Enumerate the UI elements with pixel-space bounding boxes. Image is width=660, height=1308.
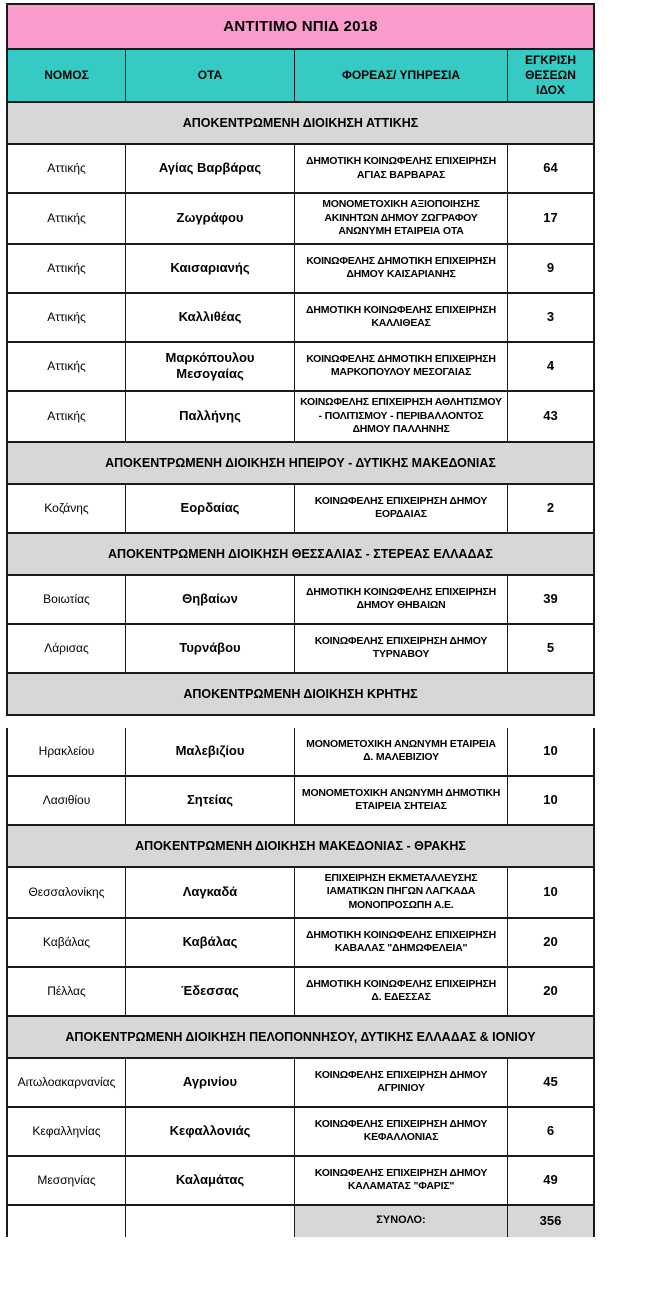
- cell-nomos: Αττικής: [8, 245, 126, 292]
- page-break-gap: [6, 716, 595, 728]
- cell-nomos: Αττικής: [8, 145, 126, 192]
- cell-foreas: ΔΗΜΟΤΙΚΗ ΚΟΙΝΩΦΕΛΗΣ ΕΠΙΧΕΙΡΗΣΗ ΚΑΒΑΛΑΣ "ΔΗΜΩΦΕΛΕΙΑ": [295, 919, 508, 966]
- cell-nomos: Ηρακλείου: [8, 728, 126, 775]
- cell-ota: Αγρινίου: [126, 1059, 295, 1106]
- table-part-1: [6, 3, 595, 716]
- cell-seats: 17: [543, 210, 558, 226]
- cell-ota: Παλλήνης: [126, 392, 295, 441]
- cell-ota: Εορδαίας: [126, 485, 295, 532]
- cell-seats: 39: [543, 591, 558, 607]
- column-header-nomos: ΝΟΜΟΣ: [8, 50, 126, 101]
- cell-foreas: ΚΟΙΝΩΦΕΛΗΣ ΔΗΜΟΤΙΚΗ ΕΠΙΧΕΙΡΗΣΗ ΜΑΡΚΟΠΟΥΛΟΥ ΜΕΣΟΓΑΙΑΣ: [295, 343, 508, 390]
- table-row: [8, 1157, 593, 1206]
- table-row: [8, 868, 593, 919]
- cell-seats: 10: [543, 792, 558, 808]
- table-title: ΑΝΤΙΤΙΜΟ ΝΠΙΔ 2018: [8, 5, 593, 50]
- cell-seats: 43: [543, 408, 558, 424]
- cell-nomos: Αττικής: [8, 294, 126, 341]
- cell-foreas: ΚΟΙΝΩΦΕΛΗΣ ΕΠΙΧΕΙΡΗΣΗ ΔΗΜΟΥ ΚΕΦΑΛΛΟΝΙΑΣ: [295, 1108, 508, 1155]
- cell-foreas: ΔΗΜΟΤΙΚΗ ΚΟΙΝΩΦΕΛΗΣ ΕΠΙΧΕΙΡΗΣΗ ΔΗΜΟΥ ΘΗΒΑΙΩΝ: [295, 576, 508, 623]
- antitimo-npid-table: [6, 3, 595, 1237]
- cell-nomos: Πέλλας: [8, 968, 126, 1015]
- cell-ota: Μαρκόπουλου Μεσογαίας: [126, 343, 295, 390]
- cell-seats: 45: [543, 1074, 558, 1090]
- cell-nomos: Θεσσαλονίκης: [8, 868, 126, 917]
- cell-seats: 9: [546, 260, 555, 276]
- cell-nomos: Καβάλας: [8, 919, 126, 966]
- cell-foreas: ΜΟΝΟΜΕΤΟΧΙΚΗ ΑΝΩΝΥΜΗ ΕΤΑΙΡΕΙΑ Δ. ΜΑΛΕΒΙΖΙΟΥ: [295, 728, 508, 775]
- total-empty-nomos-cell: [8, 1206, 126, 1237]
- cell-foreas: ΚΟΙΝΩΦΕΛΗΣ ΔΗΜΟΤΙΚΗ ΕΠΙΧΕΙΡΗΣΗ ΔΗΜΟΥ ΚΑΙΣΑΡΙΑΝΗΣ: [295, 245, 508, 292]
- cell-foreas: ΔΗΜΟΤΙΚΗ ΚΟΙΝΩΦΕΛΗΣ ΕΠΙΧΕΙΡΗΣΗ ΑΓΙΑΣ ΒΑΡΒΑΡΑΣ: [295, 145, 508, 192]
- cell-nomos: Αττικής: [8, 194, 126, 243]
- table-row: [8, 245, 593, 294]
- cell-foreas: ΜΟΝΟΜΕΤΟΧΙΚΗ ΑΞΙΟΠΟΙΗΣΗΣ ΑΚΙΝΗΤΩΝ ΔΗΜΟΥ ΖΩΓΡΑΦΟΥ ΑΝΩΝΥΜΗ ΕΤΑΙΡΕΙΑ ΟΤΑ: [295, 194, 508, 243]
- table-row: [8, 625, 593, 674]
- total-value: 356: [508, 1206, 593, 1237]
- table-row: [8, 777, 593, 826]
- cell-ota: Έδεσσας: [126, 968, 295, 1015]
- cell-foreas: ΜΟΝΟΜΕΤΟΧΙΚΗ ΑΝΩΝΥΜΗ ΔΗΜΟΤΙΚΗ ΕΤΑΙΡΕΙΑ ΣΗΤΕΙΑΣ: [295, 777, 508, 824]
- cell-ota: Καλλιθέας: [126, 294, 295, 341]
- column-header-seats: ΕΓΚΡΙΣΗ ΘΕΣΕΩΝ ΙΔΟΧ: [524, 53, 577, 97]
- cell-ota: Καλαμάτας: [126, 1157, 295, 1204]
- cell-nomos: Βοιωτίας: [8, 576, 126, 623]
- cell-foreas: ΔΗΜΟΤΙΚΗ ΚΟΙΝΩΦΕΛΗΣ ΕΠΙΧΕΙΡΗΣΗ Δ. ΕΔΕΣΣΑΣ: [295, 968, 508, 1015]
- table-row: [8, 294, 593, 343]
- cell-seats: 6: [546, 1123, 555, 1139]
- cell-foreas: ΚΟΙΝΩΦΕΛΗΣ ΕΠΙΧΕΙΡΗΣΗ ΑΘΛΗΤΙΣΜΟΥ - ΠΟΛΙΤΙΣΜΟΥ - ΠΕΡΙΒΑΛΛΟΝΤΟΣ ΔΗΜΟΥ ΠΑΛΛΗΝΗΣ: [295, 392, 508, 441]
- cell-seats: 4: [546, 358, 555, 374]
- cell-seats: 20: [543, 983, 558, 999]
- cell-ota: Καισαριανής: [126, 245, 295, 292]
- cell-ota: Σητείας: [126, 777, 295, 824]
- table-row: [8, 392, 593, 443]
- cell-foreas: ΚΟΙΝΩΦΕΛΗΣ ΕΠΙΧΕΙΡΗΣΗ ΔΗΜΟΥ ΑΓΡΙΝΙΟΥ: [295, 1059, 508, 1106]
- cell-nomos: Μεσσηνίας: [8, 1157, 126, 1204]
- cell-nomos: Αττικής: [8, 343, 126, 390]
- column-header-ota: ΟΤΑ: [126, 50, 295, 101]
- cell-seats: 20: [543, 934, 558, 950]
- cell-foreas: ΚΟΙΝΩΦΕΛΗΣ ΕΠΙΧΕΙΡΗΣΗ ΔΗΜΟΥ ΚΑΛΑΜΑΤΑΣ "ΦΑΡΙΣ": [295, 1157, 508, 1204]
- section-header: ΑΠΟΚΕΝΤΡΩΜΕΝΗ ΔΙΟΙΚΗΣΗ ΘΕΣΣΑΛΙΑΣ - ΣΤΕΡΕΑΣ ΕΛΛΑΔΑΣ: [8, 534, 593, 576]
- cell-ota: Θηβαίων: [126, 576, 295, 623]
- cell-nomos: Κοζάνης: [8, 485, 126, 532]
- cell-nomos: Αττικής: [8, 392, 126, 441]
- total-label: ΣΥΝΟΛΟ:: [295, 1206, 508, 1237]
- column-header-foreas: ΦΟΡΕΑΣ/ ΥΠΗΡΕΣΙΑ: [295, 50, 508, 101]
- cell-nomos: Λασιθίου: [8, 777, 126, 824]
- table-row: [8, 576, 593, 625]
- cell-foreas: ΚΟΙΝΩΦΕΛΗΣ ΕΠΙΧΕΙΡΗΣΗ ΔΗΜΟΥ ΕΟΡΔΑΙΑΣ: [295, 485, 508, 532]
- table-row: [8, 343, 593, 392]
- cell-nomos: Κεφαλληνίας: [8, 1108, 126, 1155]
- cell-seats: 49: [543, 1172, 558, 1188]
- table-row: [8, 919, 593, 968]
- table-row: [8, 1108, 593, 1157]
- table-body-part-1: [8, 103, 593, 716]
- section-header: ΑΠΟΚΕΝΤΡΩΜΕΝΗ ΔΙΟΙΚΗΣΗ ΚΡΗΤΗΣ: [8, 674, 593, 716]
- cell-seats: 10: [543, 884, 558, 900]
- table-row: [8, 1059, 593, 1108]
- cell-seats: 3: [546, 309, 555, 325]
- cell-ota: Κεφαλλονιάς: [126, 1108, 295, 1155]
- section-header: ΑΠΟΚΕΝΤΡΩΜΕΝΗ ΔΙΟΙΚΗΣΗ ΠΕΛΟΠΟΝΝΗΣΟΥ, ΔΥΤΙΚΗΣ ΕΛΛΑΔΑΣ & ΙΟΝΙΟΥ: [8, 1017, 593, 1059]
- cell-seats: 5: [546, 640, 555, 656]
- table-row: [8, 728, 593, 777]
- section-header: ΑΠΟΚΕΝΤΡΩΜΕΝΗ ΔΙΟΙΚΗΣΗ ΜΑΚΕΔΟΝΙΑΣ - ΘΡΑΚΗΣ: [8, 826, 593, 868]
- cell-seats: 2: [546, 500, 555, 516]
- cell-seats: 64: [543, 160, 558, 176]
- table-row: [8, 145, 593, 194]
- cell-ota: Τυρνάβου: [126, 625, 295, 672]
- cell-nomos: Λάρισας: [8, 625, 126, 672]
- cell-ota: Καβάλας: [126, 919, 295, 966]
- cell-ota: Μαλεβιζίου: [126, 728, 295, 775]
- section-header: ΑΠΟΚΕΝΤΡΩΜΕΝΗ ΔΙΟΙΚΗΣΗ ΑΤΤΙΚΗΣ: [8, 103, 593, 145]
- table-row: [8, 485, 593, 534]
- cell-ota: Λαγκαδά: [126, 868, 295, 917]
- section-header: ΑΠΟΚΕΝΤΡΩΜΕΝΗ ΔΙΟΙΚΗΣΗ ΗΠΕΙΡΟΥ - ΔΥΤΙΚΗΣ ΜΑΚΕΔΟΝΙΑΣ: [8, 443, 593, 485]
- table-row: [8, 968, 593, 1017]
- cell-nomos: Αιτωλοακαρνανίας: [8, 1059, 126, 1106]
- cell-ota: Ζωγράφου: [126, 194, 295, 243]
- column-header-row: [8, 50, 593, 103]
- total-row: [8, 1206, 593, 1237]
- total-empty-ota-cell: [126, 1206, 295, 1237]
- cell-ota: Αγίας Βαρβάρας: [126, 145, 295, 192]
- cell-foreas: ΕΠΙΧΕΙΡΗΣΗ ΕΚΜΕΤΑΛΛΕΥΣΗΣ ΙΑΜΑΤΙΚΩΝ ΠΗΓΩΝ ΛΑΓΚΑΔΑ ΜΟΝΟΠΡΟΣΩΠΗ Α.Ε.: [295, 868, 508, 917]
- table-row: [8, 194, 593, 245]
- table-body-part-2: [8, 728, 593, 1206]
- table-part-2: [6, 728, 595, 1237]
- cell-foreas: ΚΟΙΝΩΦΕΛΗΣ ΕΠΙΧΕΙΡΗΣΗ ΔΗΜΟΥ ΤΥΡΝΑΒΟΥ: [295, 625, 508, 672]
- cell-seats: 10: [543, 743, 558, 759]
- cell-foreas: ΔΗΜΟΤΙΚΗ ΚΟΙΝΩΦΕΛΗΣ ΕΠΙΧΕΙΡΗΣΗ ΚΑΛΛΙΘΕΑΣ: [295, 294, 508, 341]
